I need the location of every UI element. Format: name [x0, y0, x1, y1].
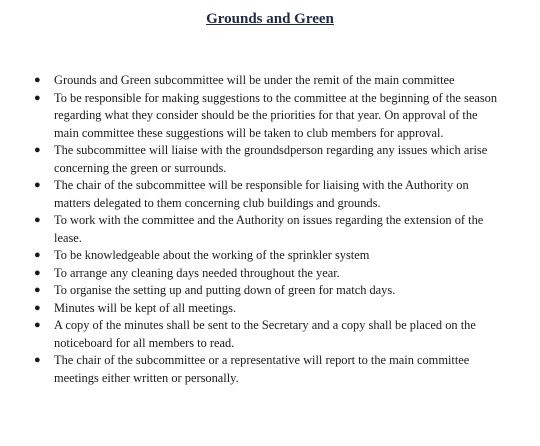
bullet-icon: ●: [34, 284, 41, 296]
list-item-text: A copy of the minutes shall be sent to the Secretary and a copy shall be placed on the noticeboard for all members to read.: [54, 318, 476, 350]
bullet-icon: ●: [34, 301, 41, 314]
list-item-text: The chair of the subcommittee or a representative will report to the main committee meetings either written or personally.: [54, 353, 470, 385]
bullet-icon: ●: [34, 266, 41, 279]
bullet-icon: ●: [34, 214, 41, 226]
list-item-text: The chair of the subcommittee will be responsible for liaising with the Authority on matters delegated to them concerning club buildings and grounds.: [54, 178, 469, 210]
list-item-text: To arrange any cleaning days needed throughout the year.: [54, 265, 340, 280]
bullet-icon: ●: [34, 179, 41, 191]
bullet-icon: ●: [34, 144, 41, 156]
list-item: [34, 300, 500, 318]
bullet-icon: ●: [34, 74, 41, 86]
list-item: [34, 90, 500, 143]
list-item-text: Grounds and Green subcommittee will be under the remit of the main committee: [54, 73, 455, 87]
list-item-text: To work with the committee and the Authority on issues regarding the extension of the lease.: [54, 213, 484, 245]
list-item-text: To be responsible for making suggestions to the committee at the beginning of the season regarding what they consider should be the priorities for that year. On approval of the main committee these suggestions will be taken to club members for approval.: [54, 90, 498, 140]
bullet-icon: ●: [34, 249, 41, 261]
list-item: [34, 282, 500, 300]
list-item: [34, 142, 500, 177]
page-title: Grounds and Green: [206, 11, 334, 27]
list-item: [34, 72, 500, 90]
list-item-text: To be knowledgeable about the working of the sprinkler system: [54, 248, 370, 262]
list-item: [34, 247, 500, 265]
bullet-icon: ●: [34, 319, 41, 331]
list-item-text: To organise the setting up and putting down of green for match days.: [54, 283, 396, 297]
list-item: [34, 265, 500, 283]
list-item: [34, 352, 500, 387]
bullet-icon: ●: [34, 91, 41, 104]
list-item: [34, 317, 500, 352]
duty-list: [34, 72, 500, 387]
list-item: [34, 212, 500, 247]
list-item-text: Minutes will be kept of all meetings.: [54, 300, 237, 315]
list-item: [34, 177, 500, 212]
list-item-text: The subcommittee will liaise with the groundsdperson regarding any issues which arise concerning the green or surrounds.: [54, 143, 488, 175]
bullet-icon: ●: [34, 354, 41, 366]
